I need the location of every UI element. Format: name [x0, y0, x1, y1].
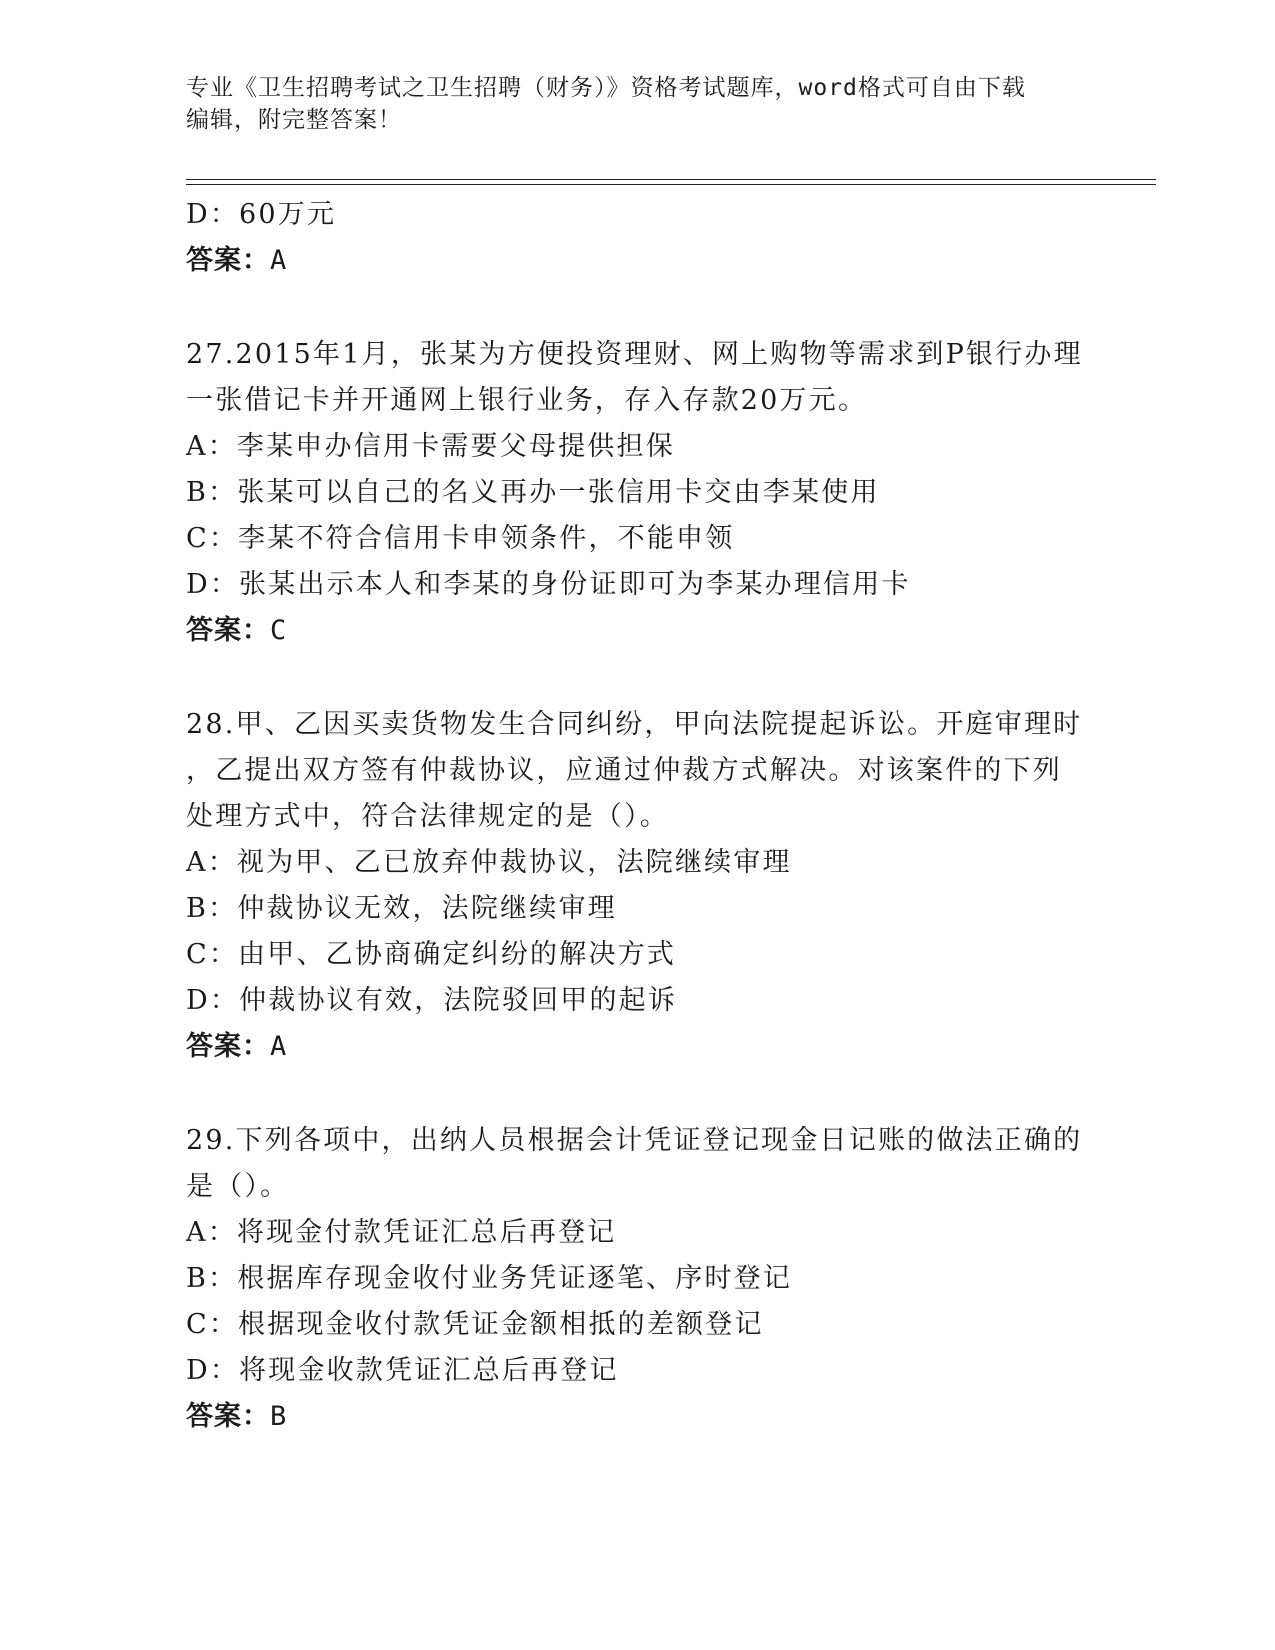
spacer: [186, 1070, 1106, 1118]
question-stem-line: 29.下列各项中，出纳人员根据会计凭证登记现金日记账的做法正确的: [186, 1125, 1083, 1156]
prev-answer: [186, 238, 1106, 284]
question-stem-line: 27.2015年1月，张某为方便投资理财、网上购物等需求到P银行办理: [186, 339, 1083, 370]
answer-label: 答案：: [186, 615, 270, 646]
answer-value: A: [270, 245, 288, 276]
header-line-1: 专业《卫生招聘考试之卫生招聘（财务）》资格考试题库，word格式可自由下载: [186, 75, 1026, 101]
option-b: B：仲裁协议无效，法院继续审理: [186, 893, 617, 924]
option-d: D：将现金收款凭证汇总后再登记: [186, 1355, 619, 1386]
answer: [186, 1024, 1106, 1070]
prev-option-d: D：60万元: [186, 199, 337, 230]
spacer: [186, 284, 1106, 332]
question-stem-line: 28.甲、乙因买卖货物发生合同纠纷，甲向法院提起诉讼。开庭审理时: [186, 709, 1083, 740]
option-c: C：李某不符合信用卡申领条件，不能申领: [186, 523, 735, 554]
option-d: D：仲裁协议有效，法院驳回甲的起诉: [186, 985, 678, 1016]
spacer: [186, 654, 1106, 702]
question-stem-line: 处理方式中，符合法律规定的是（）。: [186, 801, 669, 832]
answer: [186, 608, 1106, 654]
option-a: A：视为甲、乙已放弃仲裁协议，法院继续审理: [186, 847, 792, 878]
option-d: D：张某出示本人和李某的身份证即可为李某办理信用卡: [186, 569, 911, 600]
option-b: B：张某可以自己的名义再办一张信用卡交由李某使用: [186, 477, 880, 508]
option-c: C：根据现金收付款凭证金额相抵的差额登记: [186, 1309, 764, 1340]
header-divider-bottom: [186, 184, 1156, 185]
question-28: [186, 702, 1106, 1070]
option-a: A：李某申办信用卡需要父母提供担保: [186, 431, 675, 462]
answer-value: B: [270, 1401, 288, 1432]
document-header: [186, 72, 1086, 136]
question-stem-line: ，乙提出双方签有仲裁协议，应通过仲裁方式解决。对该案件的下列: [186, 755, 1062, 786]
question-stem-line: 一张借记卡并开通网上银行业务，存入存款20万元。: [186, 385, 868, 416]
option-b: B：根据库存现金收付业务凭证逐笔、序时登记: [186, 1263, 793, 1294]
answer-label: 答案：: [186, 1401, 270, 1432]
option-c: C：由甲、乙协商确定纠纷的解决方式: [186, 939, 677, 970]
question-29: [186, 1118, 1106, 1440]
header-divider-top: [186, 179, 1156, 180]
question-content: [186, 192, 1106, 1440]
answer: [186, 1394, 1106, 1440]
answer-label: 答案：: [186, 245, 270, 276]
answer-label: 答案：: [186, 1031, 270, 1062]
option-a: A：将现金付款凭证汇总后再登记: [186, 1217, 617, 1248]
question-stem-line: 是（）。: [186, 1171, 290, 1202]
answer-value: A: [270, 1031, 288, 1062]
question-27: [186, 332, 1106, 654]
answer-value: C: [270, 615, 288, 646]
header-line-2: 编辑，附完整答案！: [186, 107, 402, 133]
